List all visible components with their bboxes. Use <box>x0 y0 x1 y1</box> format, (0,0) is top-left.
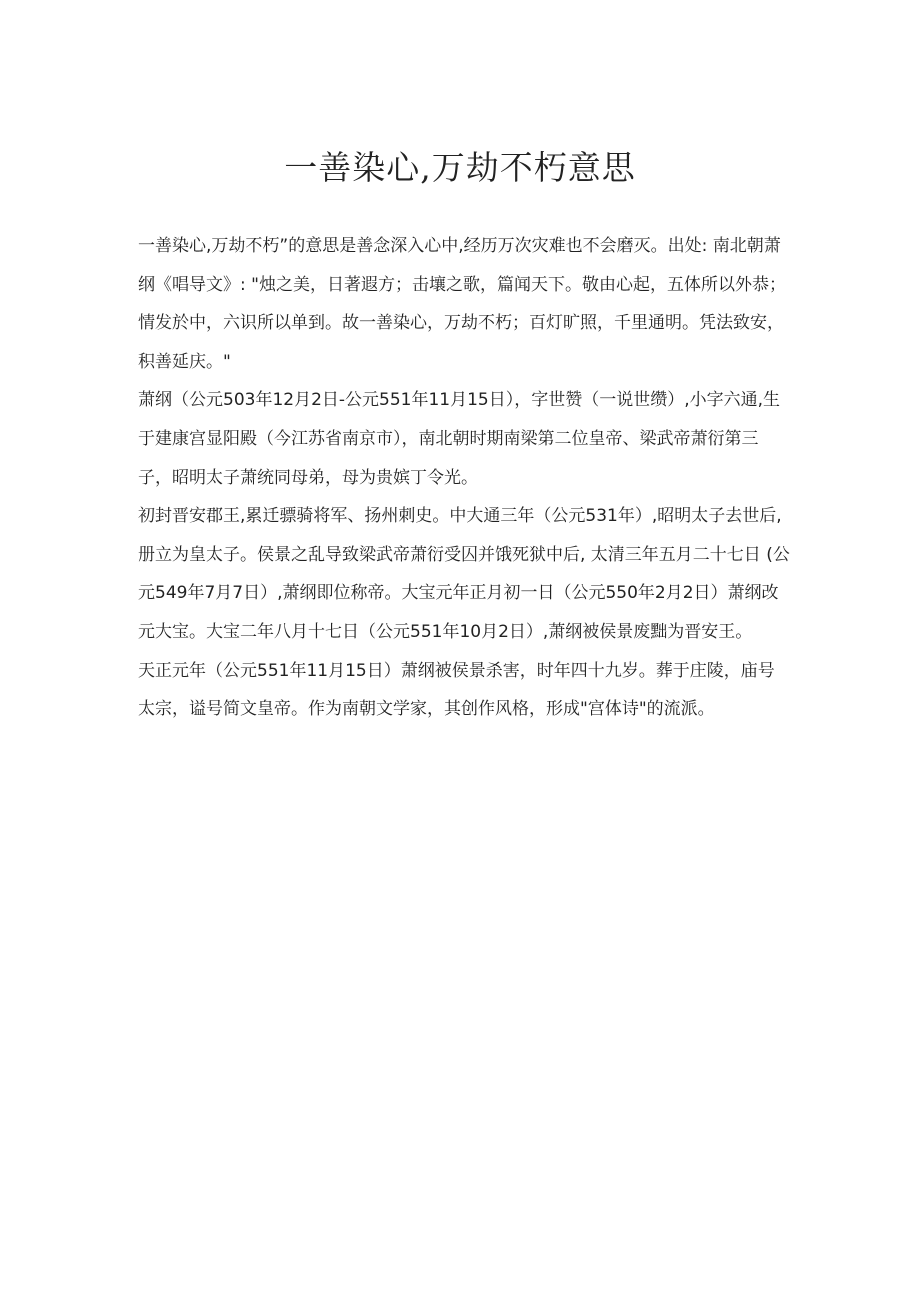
document-body <box>138 227 790 729</box>
paragraph-career: 初封晋安郡王,累迁骠骑将军、扬州刺史。中大通三年（公元531年）,昭明太子去世后,册立为皇太子。侯景之乱导致梁武帝萧衍受囚并饿死狱中后, 太清三年五月二十七日 (公元549年7月7日）,萧纲即位称帝。大宝元年正月初一日（公元550年2月2日）萧纲改元大宝。大宝二年八月十七日（公元551年10月2日）,萧纲被侯景废黜为晋安王。 <box>138 506 790 642</box>
paragraph-meaning: 一善染心,万劫不朽”的意思是善念深入心中,经历万次灾难也不会磨灭。出处: 南北朝萧纲《唱导文》: "烛之美，日著遐方；击壤之歌，篇闻天下。敬由心起，五体所以外恭；情发於中，六识所以单到。故一善染心，万劫不朽；百灯旷照，千里通明。凭法致安，积善延庆。" <box>138 236 786 372</box>
document-title: 一善染心,万劫不朽意思 <box>284 148 636 187</box>
paragraph-biography: 萧纲（公元503年12月2日-公元551年11月15日），字世赞（一说世缵）,小字六通,生于建康宫显阳殿（今江苏省南京市），南北朝时期南梁第二位皇帝、梁武帝萧衍第三子，昭明太子萧统同母弟，母为贵嫔丁令光。 <box>138 390 781 488</box>
paragraph-death: 天正元年（公元551年11月15日）萧纲被侯景杀害，时年四十九岁。葬于庄陵，庙号太宗，谥号简文皇帝。作为南朝文学家，其创作风格，形成"宫体诗"的流派。 <box>138 660 775 720</box>
